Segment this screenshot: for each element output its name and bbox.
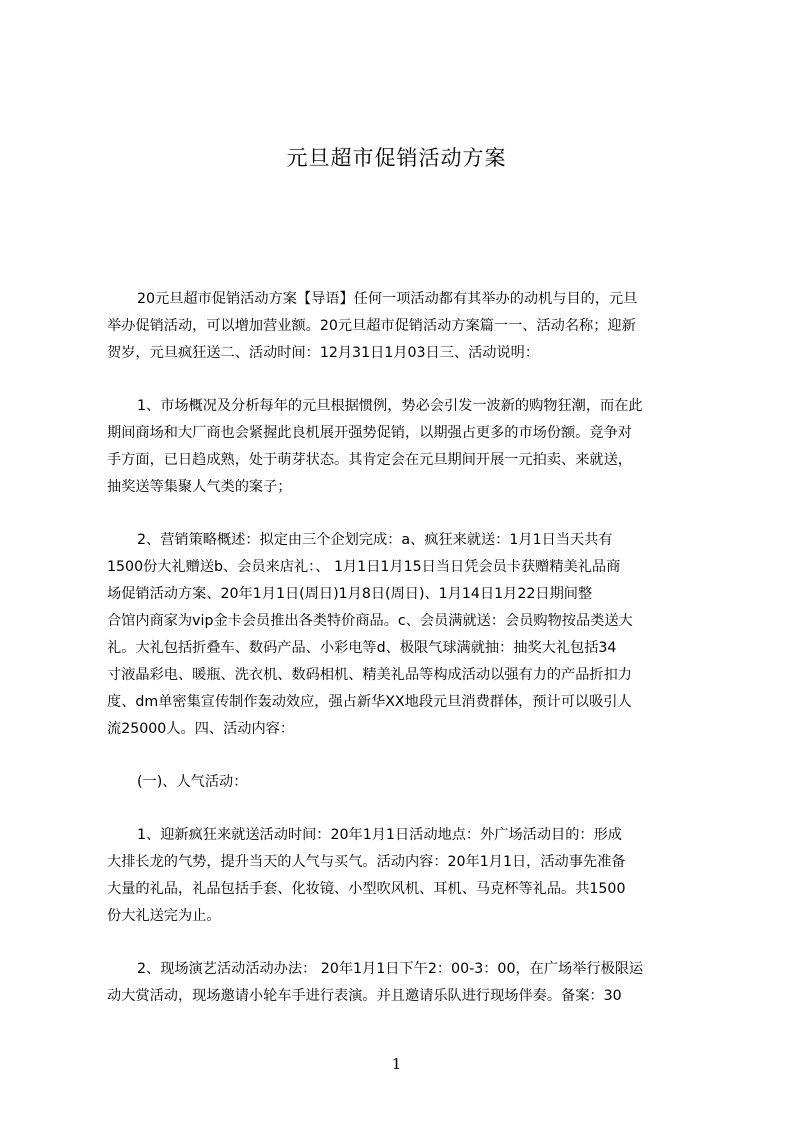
page-number: 1: [391, 1055, 402, 1073]
paragraph-line: 手方面，已日趋成熟，处于萌芽状态。其肯定会在元旦期间开展一元拍卖、来就送，: [107, 452, 632, 468]
paragraph-line: 1、市场概况及分析每年的元旦根据惯例，势必会引发一波新的购物狂潮，而在此: [137, 398, 643, 414]
paragraph-line: 抽奖送等集聚人气类的案子；: [107, 479, 292, 495]
paragraph-line: 合馆内商家为vip金卡会员推出各类特价商品。c、会员满就送：会员购物按品类送大: [107, 613, 633, 629]
paragraph-line: 寸液晶彩电、暖瓶、洗衣机、数码相机、精美礼品等构成活动以强有力的产品折扣力: [107, 667, 632, 683]
paragraph-line: 动大赏活动，现场邀请小轮车手进行表演。并且邀请乐队进行现场伴奏。备案：30: [107, 988, 622, 1004]
paragraph-line: 份大礼送完为止。: [107, 908, 221, 924]
paragraph: [107, 822, 707, 930]
paragraph-line: 大量的礼品，礼品包括手套、化妆镜、小型吹风机、耳机、马克杯等礼品。共1500: [107, 881, 626, 897]
paragraph-line: 场促销活动方案、20年1月1日(周日)1月8日(周日)、1月14日1月22日期间整: [107, 586, 593, 602]
paragraph-line: 度、dm单密集宣传制作轰动效应，强占新华XX地段元旦消费群体，预计可以吸引人: [107, 694, 632, 710]
paragraph-line: 2、营销策略概述：拟定由三个企划完成：a、疯狂来就送：1月1日当天共有: [137, 532, 613, 548]
paragraph-line: 期间商场和大厂商也会紧握此良机展开强势促销，以期强占更多的市场份额。竞争对: [107, 425, 632, 441]
paragraph: [107, 956, 707, 1010]
paragraph: [107, 393, 707, 501]
paragraph-line: 流25000人。四、活动内容：: [107, 721, 295, 737]
paragraph: [107, 286, 707, 367]
document-body: [107, 286, 707, 1036]
paragraph: [107, 527, 707, 743]
paragraph: [107, 769, 707, 796]
paragraph-line: 礼。大礼包括折叠车、数码产品、小彩电等d、极限气球满就抽：抽奖大礼包括34: [107, 640, 617, 656]
paragraph-line: 贺岁，元旦疯狂送二、活动时间：12月31日1月03日三、活动说明：: [107, 345, 540, 361]
paragraph-line: 大排长龙的气势，提升当天的人气与买气。活动内容：20年1月1日，活动事先准备: [107, 854, 626, 870]
paragraph-line: 举办促销活动，可以增加营业额。20元旦超市促销活动方案篇一一、活动名称；迎新: [107, 318, 636, 334]
paragraph-line: (一)、人气活动：: [137, 774, 248, 790]
paragraph-line: 2、现场演艺活动活动办法： 20年1月1日下午2：00-3：00，在广场举行极限运: [137, 961, 644, 977]
paragraph-line: 1、迎新疯狂来就送活动时间：20年1月1日活动地点：外广场活动目的：形成: [137, 827, 622, 843]
paragraph-line: 1500份大礼赠送b、会员来店礼：、 1月1日1月15日当日凭会员卡获赠精美礼品商: [107, 559, 621, 575]
document-title: 元旦超市促销活动方案: [286, 146, 507, 170]
paragraph-line: 20元旦超市促销活动方案【导语】任何一项活动都有其举办的动机与目的，元旦: [137, 291, 638, 307]
